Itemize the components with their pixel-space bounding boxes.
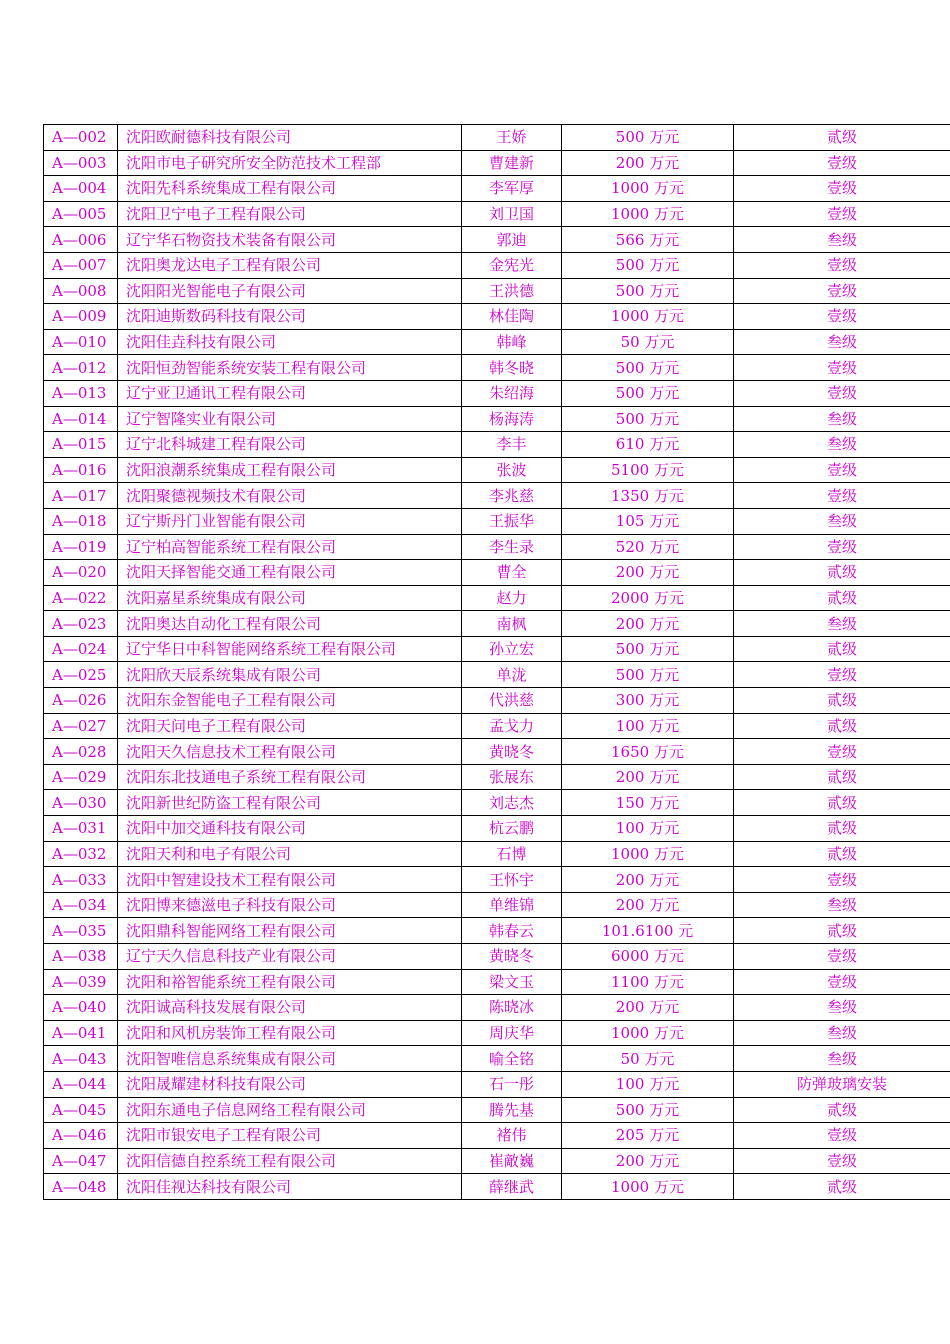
registration-code-cell: A—043 [44, 1046, 118, 1072]
contact-person-cell: 杭云鹏 [462, 816, 562, 842]
contact-person-cell: 石一彤 [462, 1071, 562, 1097]
qualification-grade-cell: 壹级 [734, 1123, 950, 1149]
registered-capital-cell: 205 万元 [562, 1123, 734, 1149]
table-row [44, 995, 950, 1021]
registration-code-cell: A—031 [44, 816, 118, 842]
qualification-grade-cell: 壹级 [734, 176, 950, 202]
contact-person-cell: 林佳陶 [462, 304, 562, 330]
registration-code-cell: A—032 [44, 841, 118, 867]
registration-code-cell: A—019 [44, 534, 118, 560]
contact-person-cell: 李丰 [462, 432, 562, 458]
registration-code-cell: A—020 [44, 560, 118, 586]
company-name-cell: 沈阳浪潮系统集成工程有限公司 [118, 457, 462, 483]
qualification-grade-cell: 贰级 [734, 688, 950, 714]
registration-code-cell: A—045 [44, 1097, 118, 1123]
table-row [44, 713, 950, 739]
table-row [44, 764, 950, 790]
registration-code-cell: A—029 [44, 764, 118, 790]
registration-code-cell: A—018 [44, 508, 118, 534]
company-name-cell: 沈阳阳光智能电子有限公司 [118, 278, 462, 304]
registration-code-cell: A—025 [44, 662, 118, 688]
table-row [44, 816, 950, 842]
qualification-grade-cell: 壹级 [734, 201, 950, 227]
registered-capital-cell: 500 万元 [562, 1097, 734, 1123]
registration-code-cell: A—008 [44, 278, 118, 304]
registered-capital-cell: 6000 万元 [562, 944, 734, 970]
registered-capital-cell: 100 万元 [562, 816, 734, 842]
contact-person-cell: 黄晓冬 [462, 944, 562, 970]
registration-code-cell: A—035 [44, 918, 118, 944]
company-name-cell: 辽宁华日中科智能网络系统工程有限公司 [118, 636, 462, 662]
registration-code-cell: A—024 [44, 636, 118, 662]
table-row [44, 688, 950, 714]
qualification-grade-cell: 壹级 [734, 355, 950, 381]
table-row [44, 1046, 950, 1072]
contact-person-cell: 孙立宏 [462, 636, 562, 662]
company-name-cell: 沈阳新世纪防盗工程有限公司 [118, 790, 462, 816]
qualification-grade-cell: 贰级 [734, 636, 950, 662]
contact-person-cell: 崔敵巍 [462, 1148, 562, 1174]
company-name-cell: 沈阳欣天辰系统集成有限公司 [118, 662, 462, 688]
registration-code-cell: A—041 [44, 1020, 118, 1046]
table-row [44, 329, 950, 355]
company-name-cell: 沈阳鼎科智能网络工程有限公司 [118, 918, 462, 944]
table-row [44, 508, 950, 534]
registered-capital-cell: 150 万元 [562, 790, 734, 816]
table-row [44, 892, 950, 918]
registration-code-cell: A—017 [44, 483, 118, 509]
registered-capital-cell: 200 万元 [562, 867, 734, 893]
registered-capital-cell: 101.6100 元 [562, 918, 734, 944]
table-row [44, 1097, 950, 1123]
company-name-cell: 辽宁北科城建工程有限公司 [118, 432, 462, 458]
table-row [44, 944, 950, 970]
company-name-cell: 沈阳市银安电子工程有限公司 [118, 1123, 462, 1149]
registered-capital-cell: 50 万元 [562, 1046, 734, 1072]
company-name-cell: 沈阳市电子研究所安全防范技术工程部 [118, 150, 462, 176]
company-name-cell: 沈阳恒劲智能系统安装工程有限公司 [118, 355, 462, 381]
registered-capital-cell: 500 万元 [562, 125, 734, 151]
table-row [44, 304, 950, 330]
company-name-cell: 沈阳聚德视频技术有限公司 [118, 483, 462, 509]
company-name-cell: 沈阳天问电子工程有限公司 [118, 713, 462, 739]
company-registry-table [43, 124, 950, 1200]
qualification-grade-cell: 叁级 [734, 406, 950, 432]
contact-person-cell: 金宪光 [462, 252, 562, 278]
company-name-cell: 沈阳佳垚科技有限公司 [118, 329, 462, 355]
company-name-cell: 沈阳中加交通科技有限公司 [118, 816, 462, 842]
table-row [44, 662, 950, 688]
company-name-cell: 沈阳卫宁电子工程有限公司 [118, 201, 462, 227]
table-row [44, 790, 950, 816]
registered-capital-cell: 610 万元 [562, 432, 734, 458]
contact-person-cell: 曹全 [462, 560, 562, 586]
registered-capital-cell: 500 万元 [562, 278, 734, 304]
company-name-cell: 沈阳奥达自动化工程有限公司 [118, 611, 462, 637]
qualification-grade-cell: 叁级 [734, 995, 950, 1021]
company-name-cell: 辽宁斯丹门业智能有限公司 [118, 508, 462, 534]
contact-person-cell: 李兆慈 [462, 483, 562, 509]
contact-person-cell: 李生录 [462, 534, 562, 560]
table-row [44, 201, 950, 227]
contact-person-cell: 梁文玉 [462, 969, 562, 995]
company-name-cell: 辽宁智隆实业有限公司 [118, 406, 462, 432]
table-row [44, 355, 950, 381]
registered-capital-cell: 500 万元 [562, 636, 734, 662]
qualification-grade-cell: 壹级 [734, 380, 950, 406]
qualification-grade-cell: 叁级 [734, 227, 950, 253]
qualification-grade-cell: 贰级 [734, 713, 950, 739]
registered-capital-cell: 1100 万元 [562, 969, 734, 995]
registered-capital-cell: 1350 万元 [562, 483, 734, 509]
registry-table-body [44, 125, 950, 1200]
qualification-grade-cell: 叁级 [734, 508, 950, 534]
qualification-grade-cell: 贰级 [734, 585, 950, 611]
registration-code-cell: A—010 [44, 329, 118, 355]
contact-person-cell: 南枫 [462, 611, 562, 637]
qualification-grade-cell: 壹级 [734, 304, 950, 330]
company-name-cell: 辽宁柏高智能系统工程有限公司 [118, 534, 462, 560]
company-name-cell: 沈阳先科系统集成工程有限公司 [118, 176, 462, 202]
registration-code-cell: A—023 [44, 611, 118, 637]
contact-person-cell: 王振华 [462, 508, 562, 534]
table-row [44, 585, 950, 611]
company-name-cell: 沈阳佳视达科技有限公司 [118, 1174, 462, 1200]
registration-code-cell: A—014 [44, 406, 118, 432]
table-row [44, 1148, 950, 1174]
registration-code-cell: A—006 [44, 227, 118, 253]
contact-person-cell: 代洪慈 [462, 688, 562, 714]
qualification-grade-cell: 贰级 [734, 1097, 950, 1123]
company-name-cell: 沈阳嘉星系统集成有限公司 [118, 585, 462, 611]
qualification-grade-cell: 壹级 [734, 969, 950, 995]
registration-code-cell: A—044 [44, 1071, 118, 1097]
qualification-grade-cell: 贰级 [734, 764, 950, 790]
table-row [44, 1071, 950, 1097]
qualification-grade-cell: 叁级 [734, 1020, 950, 1046]
table-row [44, 406, 950, 432]
registered-capital-cell: 200 万元 [562, 764, 734, 790]
company-name-cell: 沈阳诚高科技发展有限公司 [118, 995, 462, 1021]
registered-capital-cell: 100 万元 [562, 713, 734, 739]
qualification-grade-cell: 壹级 [734, 534, 950, 560]
registered-capital-cell: 500 万元 [562, 252, 734, 278]
contact-person-cell: 朱绍海 [462, 380, 562, 406]
qualification-grade-cell: 壹级 [734, 1148, 950, 1174]
registration-code-cell: A—015 [44, 432, 118, 458]
table-row [44, 432, 950, 458]
registration-code-cell: A—048 [44, 1174, 118, 1200]
registration-code-cell: A—039 [44, 969, 118, 995]
company-name-cell: 沈阳东北技通电子系统工程有限公司 [118, 764, 462, 790]
registered-capital-cell: 5100 万元 [562, 457, 734, 483]
registered-capital-cell: 200 万元 [562, 611, 734, 637]
company-name-cell: 辽宁天久信息科技产业有限公司 [118, 944, 462, 970]
contact-person-cell: 张波 [462, 457, 562, 483]
registration-code-cell: A—013 [44, 380, 118, 406]
contact-person-cell: 腾先基 [462, 1097, 562, 1123]
qualification-grade-cell: 壹级 [734, 483, 950, 509]
company-name-cell: 沈阳奥龙达电子工程有限公司 [118, 252, 462, 278]
company-name-cell: 沈阳中智建设技术工程有限公司 [118, 867, 462, 893]
registration-code-cell: A—034 [44, 892, 118, 918]
qualification-grade-cell: 叁级 [734, 892, 950, 918]
registered-capital-cell: 500 万元 [562, 355, 734, 381]
company-name-cell: 沈阳欧耐德科技有限公司 [118, 125, 462, 151]
company-name-cell: 沈阳天久信息技术工程有限公司 [118, 739, 462, 765]
qualification-grade-cell: 壹级 [734, 867, 950, 893]
registration-code-cell: A—047 [44, 1148, 118, 1174]
table-row [44, 918, 950, 944]
qualification-grade-cell: 壹级 [734, 278, 950, 304]
table-row [44, 739, 950, 765]
contact-person-cell: 薛继武 [462, 1174, 562, 1200]
registration-code-cell: A—033 [44, 867, 118, 893]
registered-capital-cell: 200 万元 [562, 892, 734, 918]
registration-code-cell: A—012 [44, 355, 118, 381]
registered-capital-cell: 105 万元 [562, 508, 734, 534]
table-row [44, 560, 950, 586]
table-row [44, 1020, 950, 1046]
table-row [44, 636, 950, 662]
table-row [44, 278, 950, 304]
registered-capital-cell: 50 万元 [562, 329, 734, 355]
registration-code-cell: A—016 [44, 457, 118, 483]
contact-person-cell: 张展东 [462, 764, 562, 790]
registered-capital-cell: 1000 万元 [562, 176, 734, 202]
contact-person-cell: 杨海涛 [462, 406, 562, 432]
registration-code-cell: A—002 [44, 125, 118, 151]
table-row [44, 611, 950, 637]
company-name-cell: 沈阳博来德滋电子科技有限公司 [118, 892, 462, 918]
contact-person-cell: 李军厚 [462, 176, 562, 202]
qualification-grade-cell: 壹级 [734, 457, 950, 483]
qualification-grade-cell: 贰级 [734, 560, 950, 586]
registered-capital-cell: 2000 万元 [562, 585, 734, 611]
contact-person-cell: 陈晓冰 [462, 995, 562, 1021]
registered-capital-cell: 200 万元 [562, 1148, 734, 1174]
registration-code-cell: A—040 [44, 995, 118, 1021]
table-row [44, 1174, 950, 1200]
registration-code-cell: A—038 [44, 944, 118, 970]
contact-person-cell: 王洪德 [462, 278, 562, 304]
company-name-cell: 沈阳迪斯数码科技有限公司 [118, 304, 462, 330]
company-name-cell: 辽宁亚卫通讯工程有限公司 [118, 380, 462, 406]
registration-code-cell: A—009 [44, 304, 118, 330]
table-row [44, 841, 950, 867]
qualification-grade-cell: 叁级 [734, 432, 950, 458]
contact-person-cell: 韩峰 [462, 329, 562, 355]
company-name-cell: 沈阳智唯信息系统集成有限公司 [118, 1046, 462, 1072]
qualification-grade-cell: 贰级 [734, 918, 950, 944]
registered-capital-cell: 566 万元 [562, 227, 734, 253]
registration-code-cell: A—046 [44, 1123, 118, 1149]
company-name-cell: 沈阳天择智能交通工程有限公司 [118, 560, 462, 586]
qualification-grade-cell: 防弹玻璃安装 [734, 1071, 950, 1097]
company-name-cell: 辽宁华石物资技术装备有限公司 [118, 227, 462, 253]
registered-capital-cell: 100 万元 [562, 1071, 734, 1097]
qualification-grade-cell: 叁级 [734, 611, 950, 637]
registration-code-cell: A—030 [44, 790, 118, 816]
contact-person-cell: 王娇 [462, 125, 562, 151]
qualification-grade-cell: 壹级 [734, 662, 950, 688]
qualification-grade-cell: 贰级 [734, 125, 950, 151]
qualification-grade-cell: 贰级 [734, 790, 950, 816]
company-name-cell: 沈阳东金智能电子工程有限公司 [118, 688, 462, 714]
registered-capital-cell: 200 万元 [562, 560, 734, 586]
contact-person-cell: 刘志杰 [462, 790, 562, 816]
contact-person-cell: 韩冬晓 [462, 355, 562, 381]
table-row [44, 252, 950, 278]
registered-capital-cell: 200 万元 [562, 150, 734, 176]
contact-person-cell: 周庆华 [462, 1020, 562, 1046]
table-row [44, 969, 950, 995]
contact-person-cell: 喻全铭 [462, 1046, 562, 1072]
registered-capital-cell: 1000 万元 [562, 1174, 734, 1200]
contact-person-cell: 曹建新 [462, 150, 562, 176]
table-row [44, 483, 950, 509]
qualification-grade-cell: 贰级 [734, 1174, 950, 1200]
registered-capital-cell: 200 万元 [562, 995, 734, 1021]
company-name-cell: 沈阳信德自控系统工程有限公司 [118, 1148, 462, 1174]
registered-capital-cell: 520 万元 [562, 534, 734, 560]
contact-person-cell: 单维锦 [462, 892, 562, 918]
contact-person-cell: 王怀宇 [462, 867, 562, 893]
contact-person-cell: 郭迪 [462, 227, 562, 253]
table-row [44, 867, 950, 893]
company-name-cell: 沈阳和风机房装饰工程有限公司 [118, 1020, 462, 1046]
registered-capital-cell: 1000 万元 [562, 841, 734, 867]
registered-capital-cell: 500 万元 [562, 406, 734, 432]
qualification-grade-cell: 壹级 [734, 944, 950, 970]
registered-capital-cell: 500 万元 [562, 662, 734, 688]
table-row [44, 457, 950, 483]
contact-person-cell: 石博 [462, 841, 562, 867]
registration-code-cell: A—004 [44, 176, 118, 202]
qualification-grade-cell: 壹级 [734, 150, 950, 176]
company-name-cell: 沈阳东通电子信息网络工程有限公司 [118, 1097, 462, 1123]
table-row [44, 534, 950, 560]
contact-person-cell: 韩春云 [462, 918, 562, 944]
qualification-grade-cell: 叁级 [734, 329, 950, 355]
company-name-cell: 沈阳晟耀建材科技有限公司 [118, 1071, 462, 1097]
company-name-cell: 沈阳和裕智能系统工程有限公司 [118, 969, 462, 995]
table-row [44, 1123, 950, 1149]
registered-capital-cell: 1000 万元 [562, 201, 734, 227]
contact-person-cell: 黄晓冬 [462, 739, 562, 765]
table-row [44, 150, 950, 176]
registered-capital-cell: 1000 万元 [562, 304, 734, 330]
registered-capital-cell: 500 万元 [562, 380, 734, 406]
qualification-grade-cell: 贰级 [734, 816, 950, 842]
registered-capital-cell: 1000 万元 [562, 1020, 734, 1046]
table-row [44, 125, 950, 151]
contact-person-cell: 单泷 [462, 662, 562, 688]
qualification-grade-cell: 贰级 [734, 841, 950, 867]
registration-code-cell: A—007 [44, 252, 118, 278]
qualification-grade-cell: 叁级 [734, 1046, 950, 1072]
qualification-grade-cell: 壹级 [734, 739, 950, 765]
qualification-grade-cell: 壹级 [734, 252, 950, 278]
table-row [44, 380, 950, 406]
table-row [44, 176, 950, 202]
registration-code-cell: A—003 [44, 150, 118, 176]
contact-person-cell: 孟戈力 [462, 713, 562, 739]
contact-person-cell: 赵力 [462, 585, 562, 611]
registered-capital-cell: 300 万元 [562, 688, 734, 714]
company-name-cell: 沈阳天利和电子有限公司 [118, 841, 462, 867]
contact-person-cell: 褚伟 [462, 1123, 562, 1149]
registration-code-cell: A—022 [44, 585, 118, 611]
registration-code-cell: A—026 [44, 688, 118, 714]
registration-code-cell: A—005 [44, 201, 118, 227]
registration-code-cell: A—028 [44, 739, 118, 765]
registration-code-cell: A—027 [44, 713, 118, 739]
table-row [44, 227, 950, 253]
registered-capital-cell: 1650 万元 [562, 739, 734, 765]
contact-person-cell: 刘卫国 [462, 201, 562, 227]
